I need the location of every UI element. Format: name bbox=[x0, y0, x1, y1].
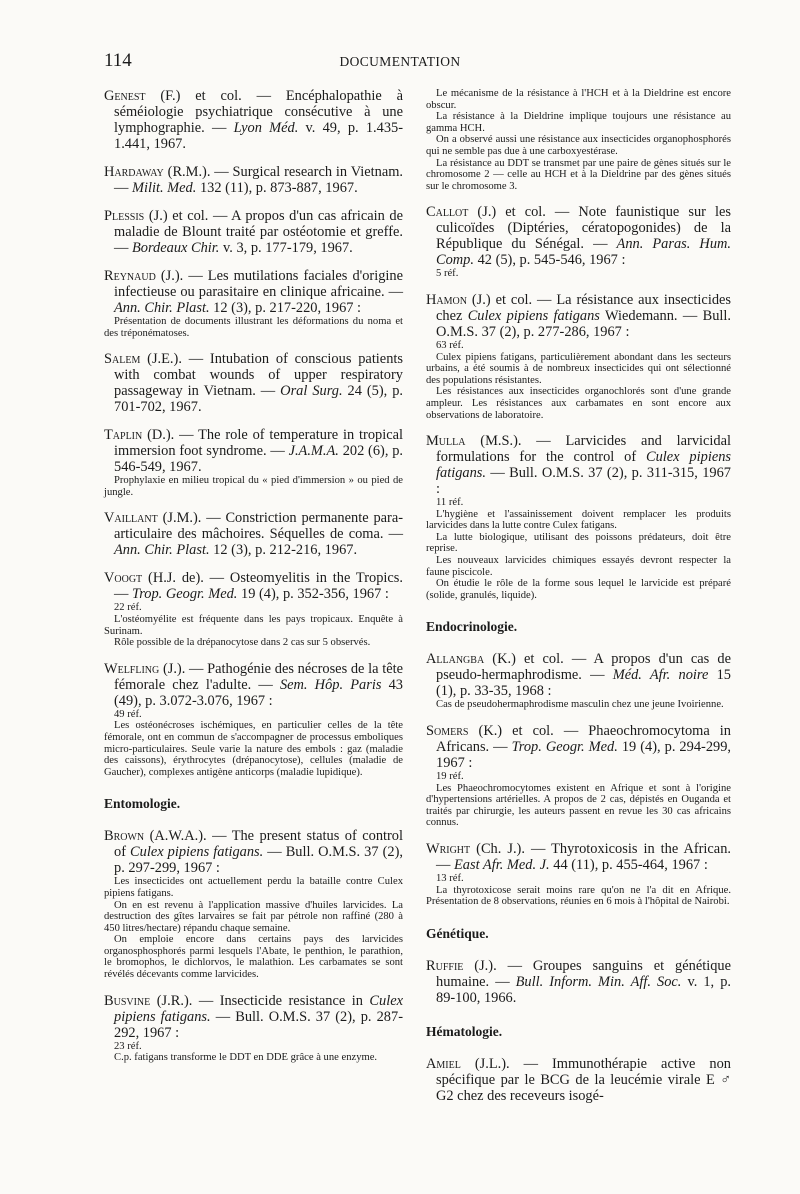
abstract-line: Les ostéonécroses ischémiques, en particulier celles de la tête fémorale, ont en commun de s'accompagner de processus emboliques micro-particulaires. Seule varie la nature des embols : gaz (maladie des caissons), érythrocytes (drépanocytose), cellules (maladie de Gaucher), complexes antigène anticorps (maladie lupidique). bbox=[104, 720, 403, 778]
reference-title: (Ch. J.). — Thyrotoxicosis in the African. — bbox=[436, 841, 731, 873]
reference-title: (A.W.A.). — The present status of control of bbox=[114, 828, 403, 861]
reference-details: 132 (11), p. 873-887, 1967. bbox=[196, 180, 358, 196]
section-heading: Endocrinologie. bbox=[426, 619, 518, 635]
reference-citation bbox=[426, 292, 731, 340]
reference-citation bbox=[104, 208, 403, 256]
journal-title: Culex pipiens fatigans. bbox=[114, 992, 403, 1025]
reference-title: (J.). — Pathogénie des nécroses de la tête fémorale chez l'adulte. — bbox=[114, 660, 403, 693]
abstract-line: 63 réf. bbox=[436, 339, 464, 351]
abstract-line: Rôle possible de la drépanocytose dans 2 cas sur 5 observés. bbox=[114, 637, 371, 649]
reference-citation bbox=[426, 841, 731, 873]
journal-title: Ann. Chir. Plast. bbox=[114, 542, 210, 559]
abstract-notes bbox=[104, 602, 403, 648]
abstract-line: Les nouveaux larvicides chimiques essayés devront respecter la faune piscicole. bbox=[426, 555, 731, 578]
abstract-line: L'ostéomyélite est fréquente dans les pays tropicaux. Enquête à Surinam. bbox=[104, 613, 403, 637]
reference-details: 44 (11), p. 455-464, 1967 : bbox=[549, 857, 708, 873]
section-heading: Hématologie. bbox=[426, 1023, 503, 1039]
reference-title: (K.) et col. — A propos d'un cas de pseudo-hermaphrodisme. — bbox=[436, 651, 731, 684]
author-name: Wright bbox=[426, 841, 471, 857]
bibliography-entry bbox=[104, 351, 403, 415]
reference-details: 43 (49), p. 3.072-3.076, 1967 : bbox=[114, 676, 404, 709]
author-name: Callot bbox=[426, 204, 469, 221]
abstract-line: L'hygiène et l'assainissement doivent remplacer les produits larvicides dans la lutte contre Culex fatigans. bbox=[426, 508, 731, 532]
reference-title: (D.). — The role of temperature in tropical immersion foot syndrome. — bbox=[114, 427, 403, 460]
journal-title: Lyon Méd. bbox=[233, 120, 299, 136]
author-name: Somers bbox=[426, 723, 469, 740]
author-name: Welfling bbox=[104, 660, 160, 677]
bibliography-entry bbox=[104, 993, 403, 1064]
abstract-line: 5 réf. bbox=[436, 268, 459, 280]
bibliography-entry bbox=[426, 841, 731, 908]
reference-details: v. 1, p. 89-100, 1966. bbox=[436, 973, 731, 1006]
abstract-notes bbox=[426, 497, 731, 601]
reference-details: 24 (5), p. 701-702, 1967. bbox=[114, 383, 404, 416]
abstract-line: Présentation de documents illustrant les déformations du noma et des tréponématoses. bbox=[104, 316, 403, 339]
author-name: Hamon bbox=[426, 291, 467, 308]
reference-title: (H.J. de). — Osteomyelitis in the Tropics. — bbox=[114, 570, 403, 603]
abstract-line: Cas de pseudohermaphrodisme masculin chez une jeune Ivoirienne. bbox=[436, 699, 724, 711]
reference-citation bbox=[104, 661, 403, 709]
reference-details: 42 (5), p. 545-546, 1967 : bbox=[473, 252, 626, 269]
left-column bbox=[104, 88, 403, 1076]
reference-details: — Bull. O.M.S. 37 (2), p. 287-292, 1967 : bbox=[114, 1008, 403, 1041]
section-heading: Génétique. bbox=[426, 925, 489, 941]
reference-citation bbox=[104, 164, 403, 196]
reference-details: 202 (6), p. 546-549, 1967. bbox=[114, 443, 403, 476]
reference-citation bbox=[426, 723, 731, 771]
reference-details: 12 (3), p. 217-220, 1967 : bbox=[209, 300, 362, 316]
reference-citation bbox=[104, 427, 403, 475]
abstract-line: Prophylaxie en milieu tropical du « pied d'immersion » ou pied de jungle. bbox=[104, 475, 403, 498]
journal-title: East Afr. Med. J. bbox=[454, 857, 550, 873]
reference-citation bbox=[104, 993, 403, 1041]
reference-title: (J.) et col. — A propos d'un cas africain de maladie de Blount traité par ostéotomie et greffe. — bbox=[114, 208, 403, 256]
abstract-line: Les Phaeochromocytomes existent en Afrique et sont à l'origine d'hypertensions artérielles. A propos de 2 cas, dépistés en Ouganda et traités par chirurgie, les auteurs passent en revue les 30 cas africains connus. bbox=[426, 782, 731, 829]
reference-details: 19 (4), p. 352-356, 1967 : bbox=[237, 586, 389, 603]
abstract-line: 11 réf. bbox=[436, 497, 464, 509]
abstract-line: On a observé aussi une résistance aux insecticides organophosphorés qui ne semble pas due à une carboxyestérase. bbox=[426, 134, 731, 157]
author-name: Genest bbox=[104, 88, 146, 104]
journal-title: J.A.M.A. bbox=[288, 443, 339, 460]
bibliography-entry bbox=[104, 510, 403, 558]
bibliography-entry bbox=[426, 204, 731, 280]
bibliography-entry bbox=[104, 164, 403, 196]
author-name: Ruffie bbox=[426, 957, 464, 974]
bibliography-entry bbox=[104, 828, 403, 980]
bibliography-entry bbox=[426, 433, 731, 601]
author-name: Taplin bbox=[104, 427, 143, 444]
bibliography-entry bbox=[426, 292, 731, 421]
journal-title: Ann. Chir. Plast. bbox=[114, 300, 210, 316]
abstract-line: La lutte biologique, utilisant des poissons prédateurs, doit être reprise. bbox=[426, 531, 731, 555]
abstract-notes bbox=[426, 873, 731, 908]
abstract-notes bbox=[104, 316, 403, 339]
journal-title: Oral Surg. bbox=[280, 383, 343, 400]
section-heading: Entomologie. bbox=[104, 796, 181, 812]
bibliography-entry bbox=[426, 958, 731, 1006]
bibliography-entry bbox=[104, 208, 403, 256]
reference-citation bbox=[104, 828, 403, 876]
author-name: Voogt bbox=[104, 570, 143, 587]
author-name: Hardaway bbox=[104, 164, 164, 180]
reference-title: (F.) et col. — Encéphalopathie à séméiologie psychiatrique consécutive à une lymphographie. — bbox=[114, 88, 403, 136]
reference-details: — Bull. O.M.S. 37 (2), p. 297-299, 1967 : bbox=[114, 844, 403, 877]
journal-title: Bull. Inform. Min. Aff. Soc. bbox=[515, 973, 682, 990]
bibliography-entry bbox=[104, 570, 403, 648]
reference-details: 19 (4), p. 294-299, 1967 : bbox=[436, 739, 731, 772]
bibliography-entry bbox=[104, 88, 403, 152]
journal-title: Sem. Hôp. Paris bbox=[279, 676, 382, 693]
abstract-line: 49 réf. bbox=[114, 708, 142, 720]
reference-details: 15 (1), p. 33-35, 1968 : bbox=[436, 667, 731, 700]
reference-citation bbox=[426, 204, 731, 268]
page-number: 114 bbox=[104, 50, 132, 71]
journal-title: Bordeaux Chir. bbox=[132, 240, 220, 256]
reference-details: Wiedemann. — Bull. O.M.S. 37 (2), p. 277-286, 1967 : bbox=[436, 307, 731, 340]
reference-citation bbox=[104, 88, 403, 152]
journal-title: Milit. Med. bbox=[132, 180, 197, 196]
abstract-notes bbox=[104, 876, 403, 980]
abstract-line: Le mécanisme de la résistance à l'HCH et à la Dieldrine est encore obscur. bbox=[426, 88, 731, 111]
abstract-notes bbox=[104, 1041, 403, 1064]
journal-title: Méd. Afr. noire bbox=[612, 667, 709, 684]
reference-title: (J.L.). — Immunothérapie active non spécifique par le BCG de la leucémie virale E ♂ G2 chez des receveurs isogé- bbox=[436, 1055, 731, 1104]
bibliography-entry bbox=[104, 661, 403, 779]
author-name: Allangba bbox=[426, 651, 485, 668]
reference-title: (J.) et col. — Note faunistique sur les culicoïdes (Diptéries, cératopogonides) de la République du Sénégal. — bbox=[436, 204, 731, 253]
reference-details: 12 (3), p. 212-216, 1967. bbox=[209, 542, 358, 559]
abstract-line: Culex pipiens fatigans, particulièrement abondant dans les secteurs urbains, a été soumis à de nombreux insecticides qui ont sélectionné des populations résistantes. bbox=[426, 351, 731, 386]
reference-details: v. 49, p. 1.435-1.441, 1967. bbox=[114, 120, 404, 152]
reference-citation bbox=[426, 958, 731, 1006]
continued-abstract bbox=[426, 88, 731, 192]
reference-citation bbox=[104, 510, 403, 558]
abstract-notes bbox=[426, 699, 731, 711]
abstract-line: 22 réf. bbox=[114, 602, 142, 614]
reference-title: (J.E.). — Intubation of conscious patients with combat wounds of upper respiratory passageway in Vietnam. — bbox=[114, 351, 403, 400]
right-column bbox=[426, 88, 731, 1116]
abstract-line: La résistance à la Dieldrine implique toujours une résistance au gamma HCH. bbox=[426, 111, 731, 134]
reference-citation bbox=[104, 268, 403, 316]
reference-title: (J.) et col. — La résistance aux insecticides chez bbox=[436, 291, 731, 324]
abstract-notes bbox=[426, 771, 731, 829]
author-name: Plessis bbox=[104, 208, 145, 224]
abstract-line: On en est revenu à l'application massive d'huiles larvicides. La destruction des gîtes larvaires se fait par pétrole non raffiné (280 à 450 litres/hectare) répandu chaque semaine. bbox=[104, 899, 403, 934]
author-name: Vaillant bbox=[104, 510, 158, 527]
abstract-line: La thyrotoxicose serait moins rare qu'on ne l'a dit en Afrique. Présentation de 8 observations, réunies en 6 mois à l'hôpital de Nairobi. bbox=[426, 884, 731, 908]
abstract-line: 23 réf. bbox=[114, 1040, 142, 1052]
journal-title: Trop. Geogr. Med. bbox=[132, 586, 238, 603]
bibliography-entry bbox=[426, 651, 731, 711]
abstract-notes bbox=[104, 709, 403, 779]
abstract-line: Les résistances aux insecticides organochlorés sont d'une grande ampleur. Les résistances aux carbamates en sont encore aux observations de laboratoire. bbox=[426, 386, 731, 421]
author-name: Salem bbox=[104, 351, 141, 368]
reference-title: (J.R.). — Insecticide resistance in bbox=[150, 992, 370, 1009]
reference-citation bbox=[426, 1056, 731, 1104]
reference-title: (M.S.). — Larvicides and larvicidal formulations for the control of bbox=[436, 433, 731, 466]
abstract-notes bbox=[426, 340, 731, 421]
reference-title: (J.M.). — Constriction permanente para-articulaire des mâchoires. Séquelles de coma. — bbox=[114, 510, 403, 543]
reference-citation bbox=[426, 651, 731, 699]
reference-citation bbox=[104, 570, 403, 602]
running-title: DOCUMENTATION bbox=[339, 54, 461, 69]
bibliography-entry bbox=[426, 1056, 731, 1104]
author-name: Busvine bbox=[104, 992, 151, 1009]
journal-title: Culex pipiens fatigans bbox=[467, 307, 600, 324]
reference-details: — Bull. O.M.S. 37 (2), p. 311-315, 1967 : bbox=[436, 465, 731, 498]
author-name: Mulla bbox=[426, 433, 466, 450]
journal-title: Ann. Paras. Hum. Comp. bbox=[436, 236, 732, 269]
bibliography-entry bbox=[104, 427, 403, 498]
abstract-line: 19 réf. bbox=[436, 771, 464, 783]
abstract-line: 13 réf. bbox=[436, 873, 464, 884]
journal-title: Culex pipiens fatigans. bbox=[436, 449, 732, 482]
page-header bbox=[0, 50, 800, 76]
abstract-line: La résistance au DDT se transmet par une paire de gènes situés sur le chromosome 2 — celle au HCH et à la Dieldrine par des gènes situés sur le chromosome 3. bbox=[426, 157, 731, 192]
reference-title: (R.M.). — Surgical research in Vietnam. — bbox=[114, 164, 403, 196]
journal-title: Trop. Geogr. Med. bbox=[511, 739, 618, 756]
bibliography-entry bbox=[426, 723, 731, 829]
reference-citation bbox=[104, 351, 403, 415]
abstract-line: Les insecticides ont actuellement perdu la bataille contre Culex pipiens fatigans. bbox=[104, 876, 403, 899]
reference-citation bbox=[426, 433, 731, 497]
abstract-line: On étudie le rôle de la forme sous lequel le larvicide est préparé (solide, granulés, liquide). bbox=[426, 578, 731, 601]
author-name: Brown bbox=[104, 828, 145, 845]
author-name: Reynaud bbox=[104, 268, 156, 284]
abstract-line: C.p. fatigans transforme le DDT en DDE grâce à une enzyme. bbox=[114, 1052, 378, 1064]
reference-details: v. 3, p. 177-179, 1967. bbox=[219, 240, 353, 256]
bibliography-entry bbox=[104, 268, 403, 339]
abstract-notes bbox=[426, 268, 731, 280]
author-name: Amiel bbox=[426, 1055, 461, 1072]
abstract-line: On emploie encore dans certains pays des larvicides organosphosphorés parmi lesquels l'Abate, le penthion, le parathion, le bromophos, le dichlorvos, le malathion. Les carbamates se sont révélés décevants comme larvicides. bbox=[104, 934, 403, 981]
reference-title: (K.) et col. — Phaeochromocytoma in Africans. — bbox=[436, 723, 731, 756]
reference-title: (J.). — Les mutilations faciales d'origine infectieuse ou parasitaire en clinique africaine. — bbox=[114, 268, 403, 300]
abstract-notes bbox=[426, 88, 731, 192]
abstract-notes bbox=[104, 475, 403, 498]
reference-title: (J.). — Groupes sanguins et génétique humaine. — bbox=[436, 957, 731, 990]
journal-title: Culex pipiens fatigans. bbox=[130, 844, 264, 861]
